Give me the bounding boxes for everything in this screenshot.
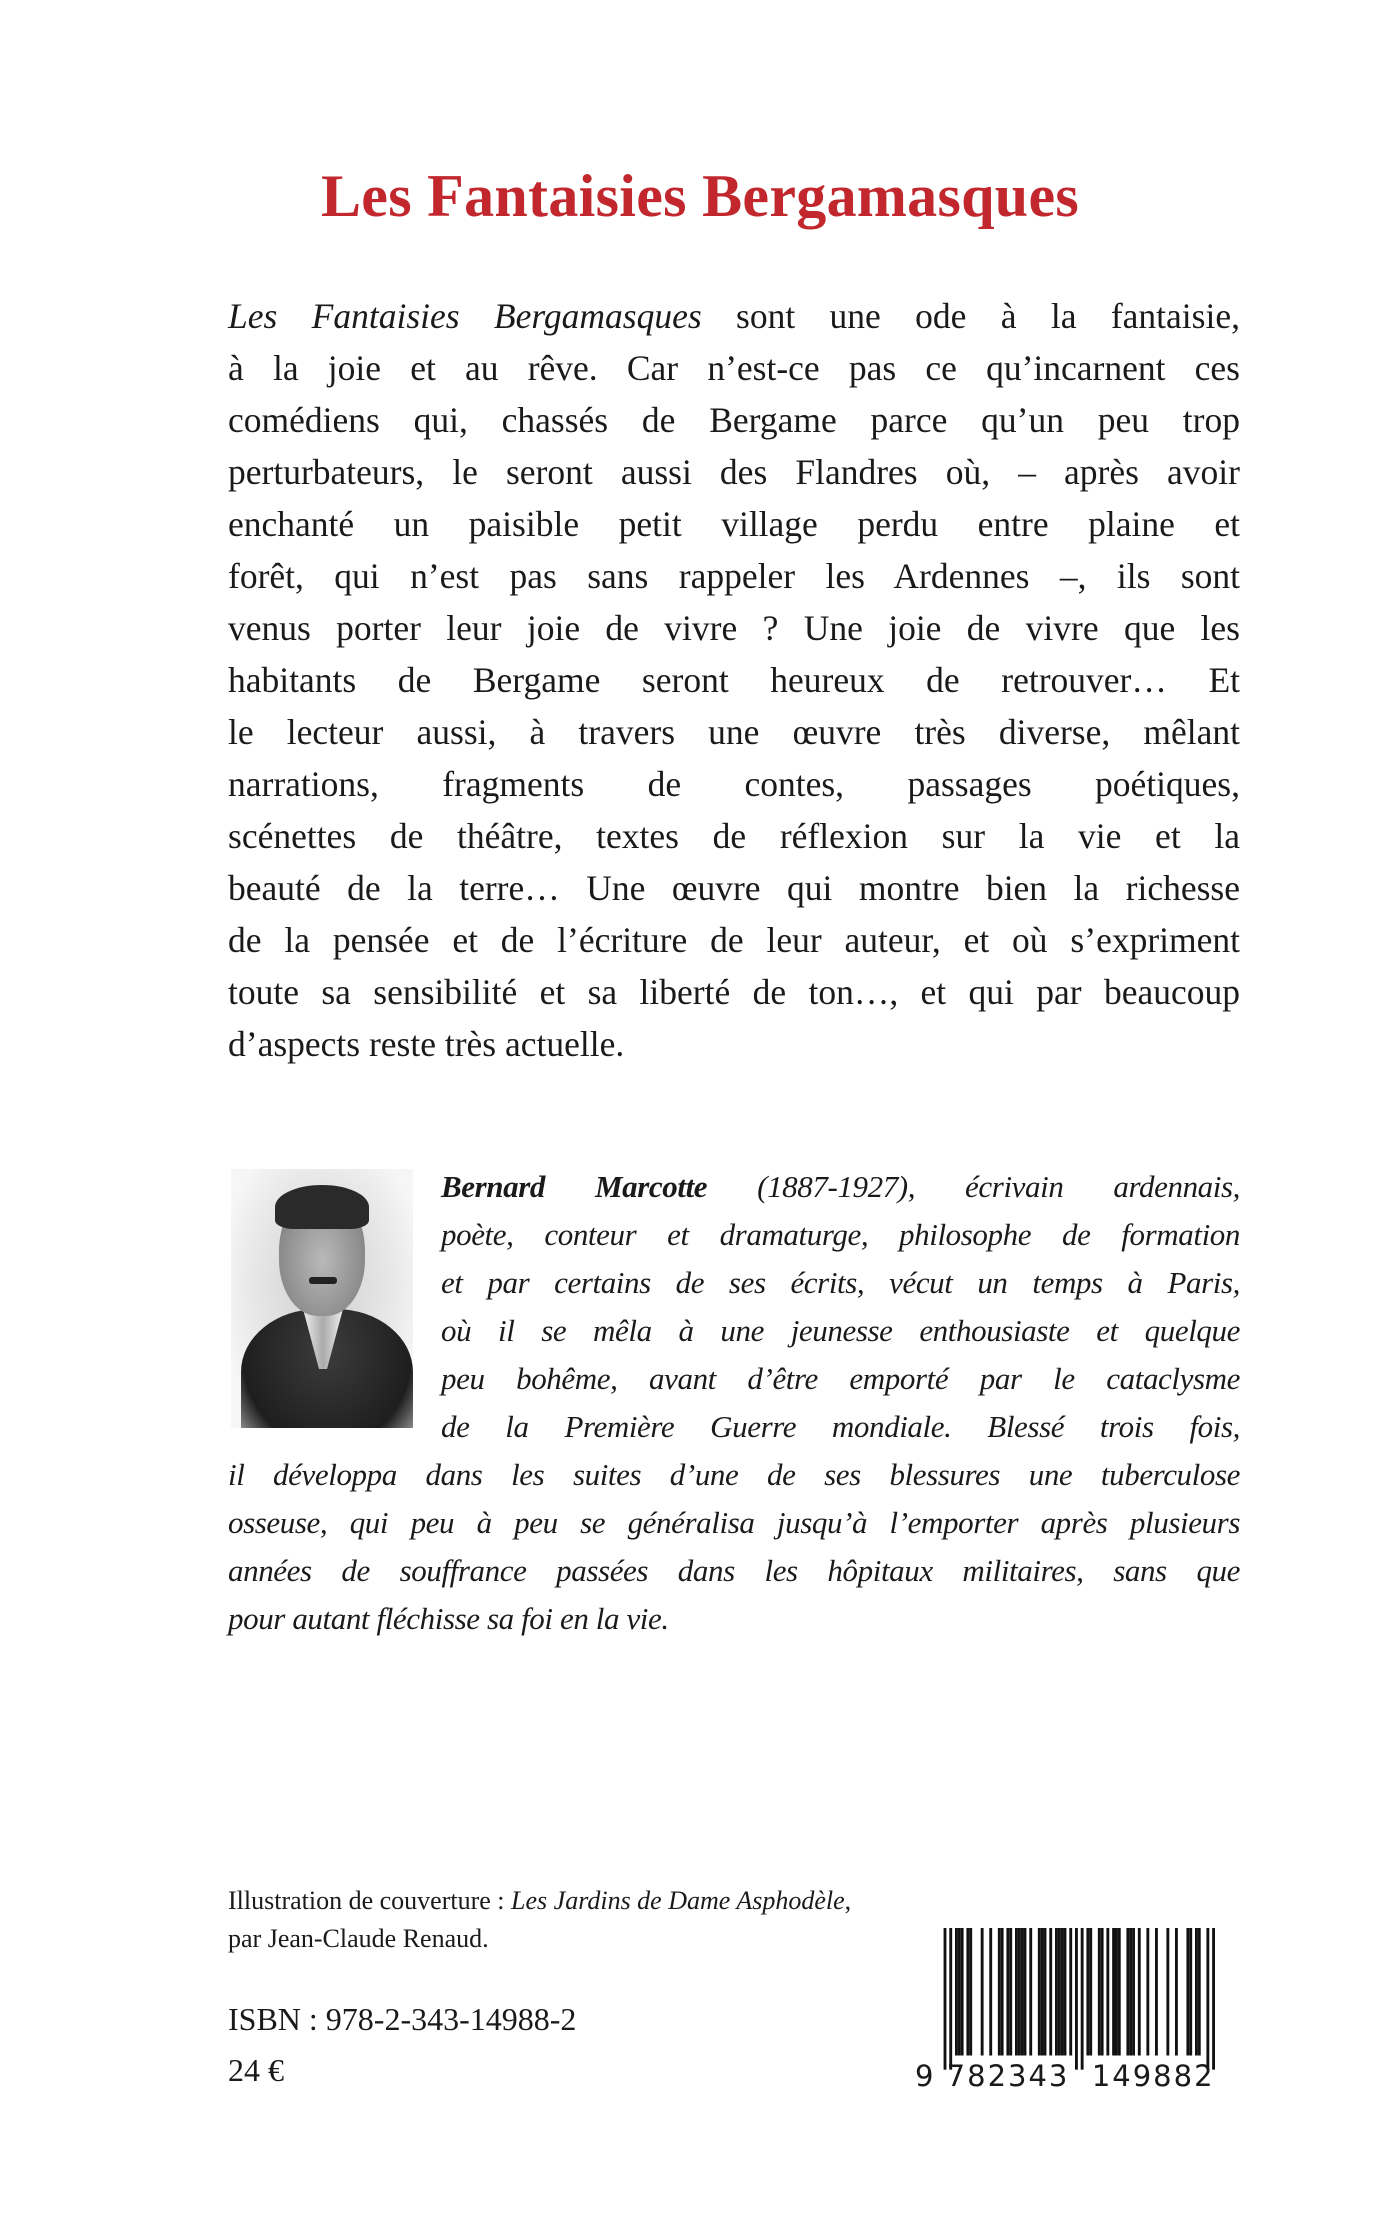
barcode-bar bbox=[1029, 1928, 1032, 2056]
barcode-bar bbox=[1118, 1928, 1121, 2056]
barcode-bar bbox=[1106, 1928, 1109, 2056]
barcode-first-digit: 9 bbox=[915, 2059, 936, 2093]
barcode-bar bbox=[1129, 1928, 1132, 2056]
barcode-bar bbox=[1058, 1928, 1061, 2056]
barcode-bar bbox=[1175, 1928, 1178, 2056]
credit-artist: par Jean-Claude Renaud. bbox=[228, 1924, 489, 1953]
bio-line: et par certains de ses écrits, vécut un temps à Paris, bbox=[441, 1265, 1240, 1300]
barcode-bar bbox=[1009, 1928, 1012, 2056]
blurb-line: habitants de Bergame seront heureux de retrouver… Et bbox=[228, 660, 1240, 700]
barcode-bar bbox=[1061, 1928, 1064, 2056]
credit-label: Illustration de couverture : bbox=[228, 1886, 512, 1915]
barcode-bar bbox=[1195, 1928, 1198, 2056]
isbn: ISBN : 978-2-343-14988-2 bbox=[228, 2001, 577, 2037]
barcode-bar bbox=[1024, 1928, 1027, 2056]
bio-text: (1887-1927), écrivain ardennais, bbox=[707, 1169, 1241, 1204]
barcode-bar bbox=[1006, 1928, 1009, 2056]
blurb-line: d’aspects reste très actuelle. bbox=[228, 1024, 625, 1064]
bio-line bbox=[441, 1163, 1240, 1211]
bio-line: poète, conteur et dramaturge, philosophe de formation bbox=[441, 1217, 1240, 1252]
bio-line: de la Première Guerre mondiale. Blessé trois fois, bbox=[441, 1409, 1240, 1444]
bio-line: osseuse, qui peu à peu se généralisa jusqu’à l’emporter après plusieurs bbox=[228, 1505, 1240, 1540]
bio-line: pour autant fléchisse sa foi en la vie. bbox=[228, 1601, 669, 1636]
barcode-bar bbox=[1075, 1928, 1078, 2070]
blurb-line: de la pensée et de l’écriture de leur auteur, et où s’expriment bbox=[228, 920, 1240, 960]
barcode-bar bbox=[1098, 1928, 1101, 2056]
barcode-bar bbox=[1189, 1928, 1192, 2056]
barcode-bar bbox=[1055, 1928, 1058, 2056]
price: 24 € bbox=[228, 2052, 284, 2088]
barcode-bar bbox=[1126, 1928, 1129, 2056]
barcode-bar bbox=[958, 1928, 961, 2056]
barcode-bar bbox=[998, 1928, 1001, 2056]
barcode-left-digits: 782343 bbox=[946, 2059, 1070, 2093]
blurb-title-italic: Les Fantaisies Bergamasques bbox=[228, 296, 702, 336]
barcode-bar bbox=[1021, 1928, 1024, 2056]
barcode-bar bbox=[1112, 1928, 1115, 2056]
barcode-bar bbox=[1018, 1928, 1021, 2056]
barcode-bar bbox=[1049, 1928, 1052, 2056]
bio-line: où il se mêla à une jeunesse enthousiaste et quelque bbox=[441, 1313, 1240, 1348]
bio-line: années de souffrance passées dans les hôpitaux militaires, sans que bbox=[228, 1553, 1240, 1588]
blurb-line: beauté de la terre… Une œuvre qui montre bien la richesse bbox=[228, 868, 1240, 908]
barcode-bar bbox=[1166, 1928, 1169, 2056]
author-bio bbox=[228, 1163, 1240, 1643]
barcode-bar bbox=[1069, 1928, 1072, 2056]
blurb-line: le lecteur aussi, à travers une œuvre très diverse, mêlant bbox=[228, 712, 1240, 752]
barcode-bar bbox=[981, 1928, 984, 2056]
blurb bbox=[228, 290, 1240, 1070]
barcode-bar bbox=[1206, 1928, 1209, 2070]
blurb-line bbox=[228, 290, 1240, 342]
barcode-bar bbox=[989, 1928, 992, 2056]
barcode-bar bbox=[1101, 1928, 1104, 2056]
bio-line: peu bohême, avant d’être emporté par le cataclysme bbox=[441, 1361, 1240, 1396]
barcode-bar bbox=[1138, 1928, 1141, 2056]
barcode-bar bbox=[966, 1928, 969, 2056]
barcode-bar bbox=[1146, 1928, 1149, 2056]
barcode-bar bbox=[1044, 1928, 1047, 2056]
barcode-bar bbox=[1038, 1928, 1041, 2056]
blurb-line: comédiens qui, chassés de Bergame parce qu’un peu trop bbox=[228, 400, 1240, 440]
barcode-bar bbox=[1081, 1928, 1084, 2070]
bio-line: il développa dans les suites d’une de ses blessures une tuberculose bbox=[228, 1457, 1240, 1492]
blurb-line: scénettes de théâtre, textes de réflexion sur la vie et la bbox=[228, 816, 1240, 856]
barcode-bar bbox=[949, 1928, 952, 2070]
barcode-bar bbox=[1015, 1928, 1018, 2056]
barcode-bar bbox=[1212, 1928, 1215, 2070]
barcode-bar bbox=[1132, 1928, 1135, 2056]
blurb-line: toute sa sensibilité et sa liberté de ton…, et qui par beaucoup bbox=[228, 972, 1240, 1012]
cover-credit bbox=[228, 1882, 851, 1958]
blurb-line: venus porter leur joie de vivre ? Une joie de vivre que les bbox=[228, 608, 1240, 648]
blurb-line: narrations, fragments de contes, passages poétiques, bbox=[228, 764, 1240, 804]
blurb-line: forêt, qui n’est pas sans rappeler les Ardennes –, ils sont bbox=[228, 556, 1240, 596]
barcode-bar bbox=[1086, 1928, 1089, 2056]
barcode-bar bbox=[969, 1928, 972, 2056]
barcode-bar bbox=[1198, 1928, 1201, 2056]
blurb-text: sont une ode à la fantaisie, bbox=[701, 296, 1240, 336]
barcode-right-digits: 149882 bbox=[1091, 2059, 1215, 2093]
credit-work: Les Jardins de Dame Asphodèle bbox=[511, 1886, 845, 1915]
blurb-line: à la joie et au rêve. Car n’est-ce pas ce qu’incarnent ces bbox=[228, 348, 1240, 388]
barcode-digits bbox=[915, 2059, 1215, 2093]
barcode-bar bbox=[1115, 1928, 1118, 2056]
barcode-bar bbox=[1089, 1928, 1092, 2056]
barcode-bar bbox=[955, 1928, 958, 2056]
blurb-line: perturbateurs, le seront aussi des Flandres où, – après avoir bbox=[228, 452, 1240, 492]
barcode-bar bbox=[944, 1928, 947, 2070]
blurb-line: enchanté un paisible petit village perdu entre plaine et bbox=[228, 504, 1240, 544]
barcode-bar bbox=[1186, 1928, 1189, 2056]
barcode-bar bbox=[961, 1928, 964, 2056]
author-name: Bernard Marcotte bbox=[441, 1169, 708, 1204]
barcode-bar bbox=[1001, 1928, 1004, 2056]
barcode-bar bbox=[1041, 1928, 1044, 2056]
barcode-bar bbox=[1155, 1928, 1158, 2056]
credit-comma: , bbox=[844, 1886, 852, 1915]
barcode-bar bbox=[1064, 1928, 1067, 2056]
book-title: Les Fantaisies Bergamasques bbox=[320, 163, 1080, 230]
